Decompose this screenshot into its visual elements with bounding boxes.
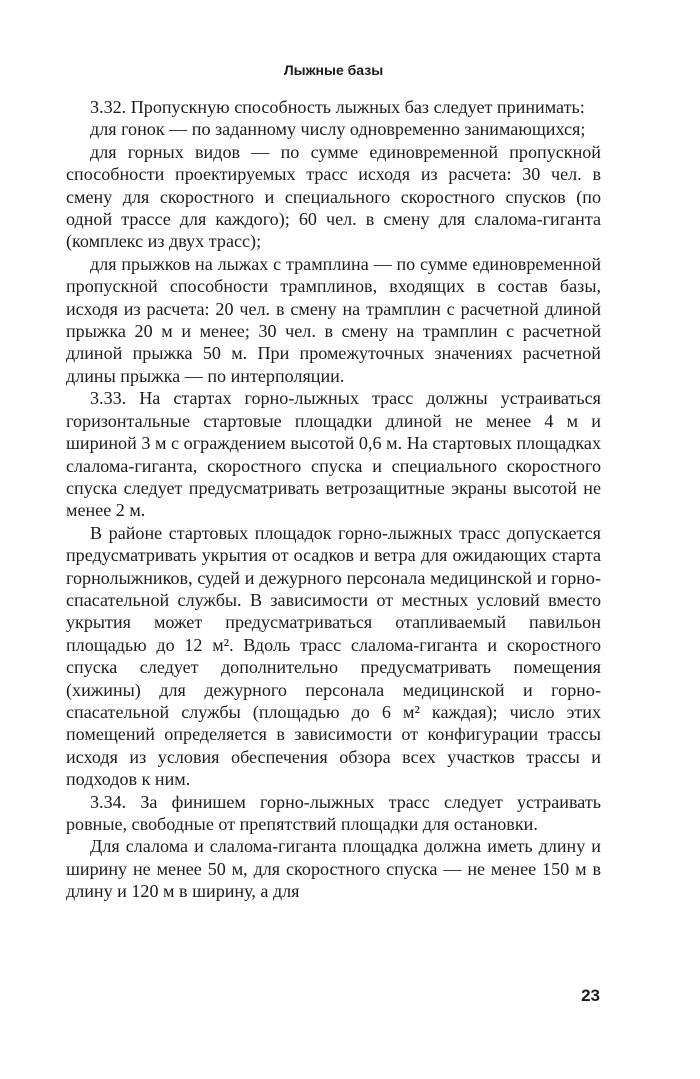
paragraph-finish-dimensions: Для слалома и слалома-гиганта площадка должна иметь длину и ширину не менее 50 м, для скоростного спуска — не менее 150 м в длину и 120 м в ширину, а для	[66, 836, 601, 902]
paragraph-ski-jumps: для прыжков на лыжах с трамплина — по сумме единовременной пропускной способности трамплинов, входящих в состав базы, исходя из расчета: 20 чел. в смену на трамплин с расчетной длиной прыжка 20 м и менее; 30 чел. в смену на трамплин с расчетной длиной прыжка 50 м. При промежуточных значениях расчетной длины прыжка — по интерполяции.	[66, 253, 601, 386]
paragraph-races: для гонок — по заданному числу одновременно занимающихся;	[90, 119, 586, 140]
paragraph-3-32-intro: 3.32. Пропускную способность лыжных баз следует принимать:	[90, 97, 585, 117]
paragraph-alpine: для горных видов — по сумме единовременной пропускной способности проектируемых трасс исходя из расчета: 30 чел. в смену для скоростного и специального скоростного спусков (по одной трассе для каждого); 60 чел. в смену для слалома-гиганта (комплекс из двух трасс);	[66, 141, 601, 252]
paragraph-3-33: 3.33. На стартах горно-лыжных трасс должны устраиваться горизонтальные стартовые площадки длиной не менее 4 м и шириной 3 м с ограждением высотой 0,6 м. На стартовых площадках слалома-гиганта, скоростного спуска и специального скоростного спуска следует предусматривать ветрозащитные экраны высотой не менее 2 м.	[66, 388, 601, 521]
page-number: 23	[581, 986, 600, 1005]
paragraph-3-34: 3.34. За финишем горно-лыжных трасс следует устраивать ровные, свободные от препятствий площадки для остановки.	[66, 791, 601, 834]
page-body	[66, 58, 601, 903]
section-heading: Лыжные базы	[283, 62, 384, 78]
paragraph-start-shelters: В районе стартовых площадок горно-лыжных трасс допускается предусматривать укрытия от осадков и ветра для ожидающих старта горнолыжников, судей и дежурного персонала медицинской и горно-спасательной службы. В зависимости от местных условий вместо укрытия может предусматриваться отапливаемый павильон площадью до 12 м². Вдоль трасс слалома-гиганта и скоростного спуска следует дополнительно предусматривать помещения (хижины) для дежурного персонала медицинской и горно-спасательной службы (площадью до 6 м² каждая); число этих помещений определяется в зависимости от конфигурации трассы исходя из условия обеспечения обзора всех участков трассы и подходов к ним.	[66, 522, 601, 790]
